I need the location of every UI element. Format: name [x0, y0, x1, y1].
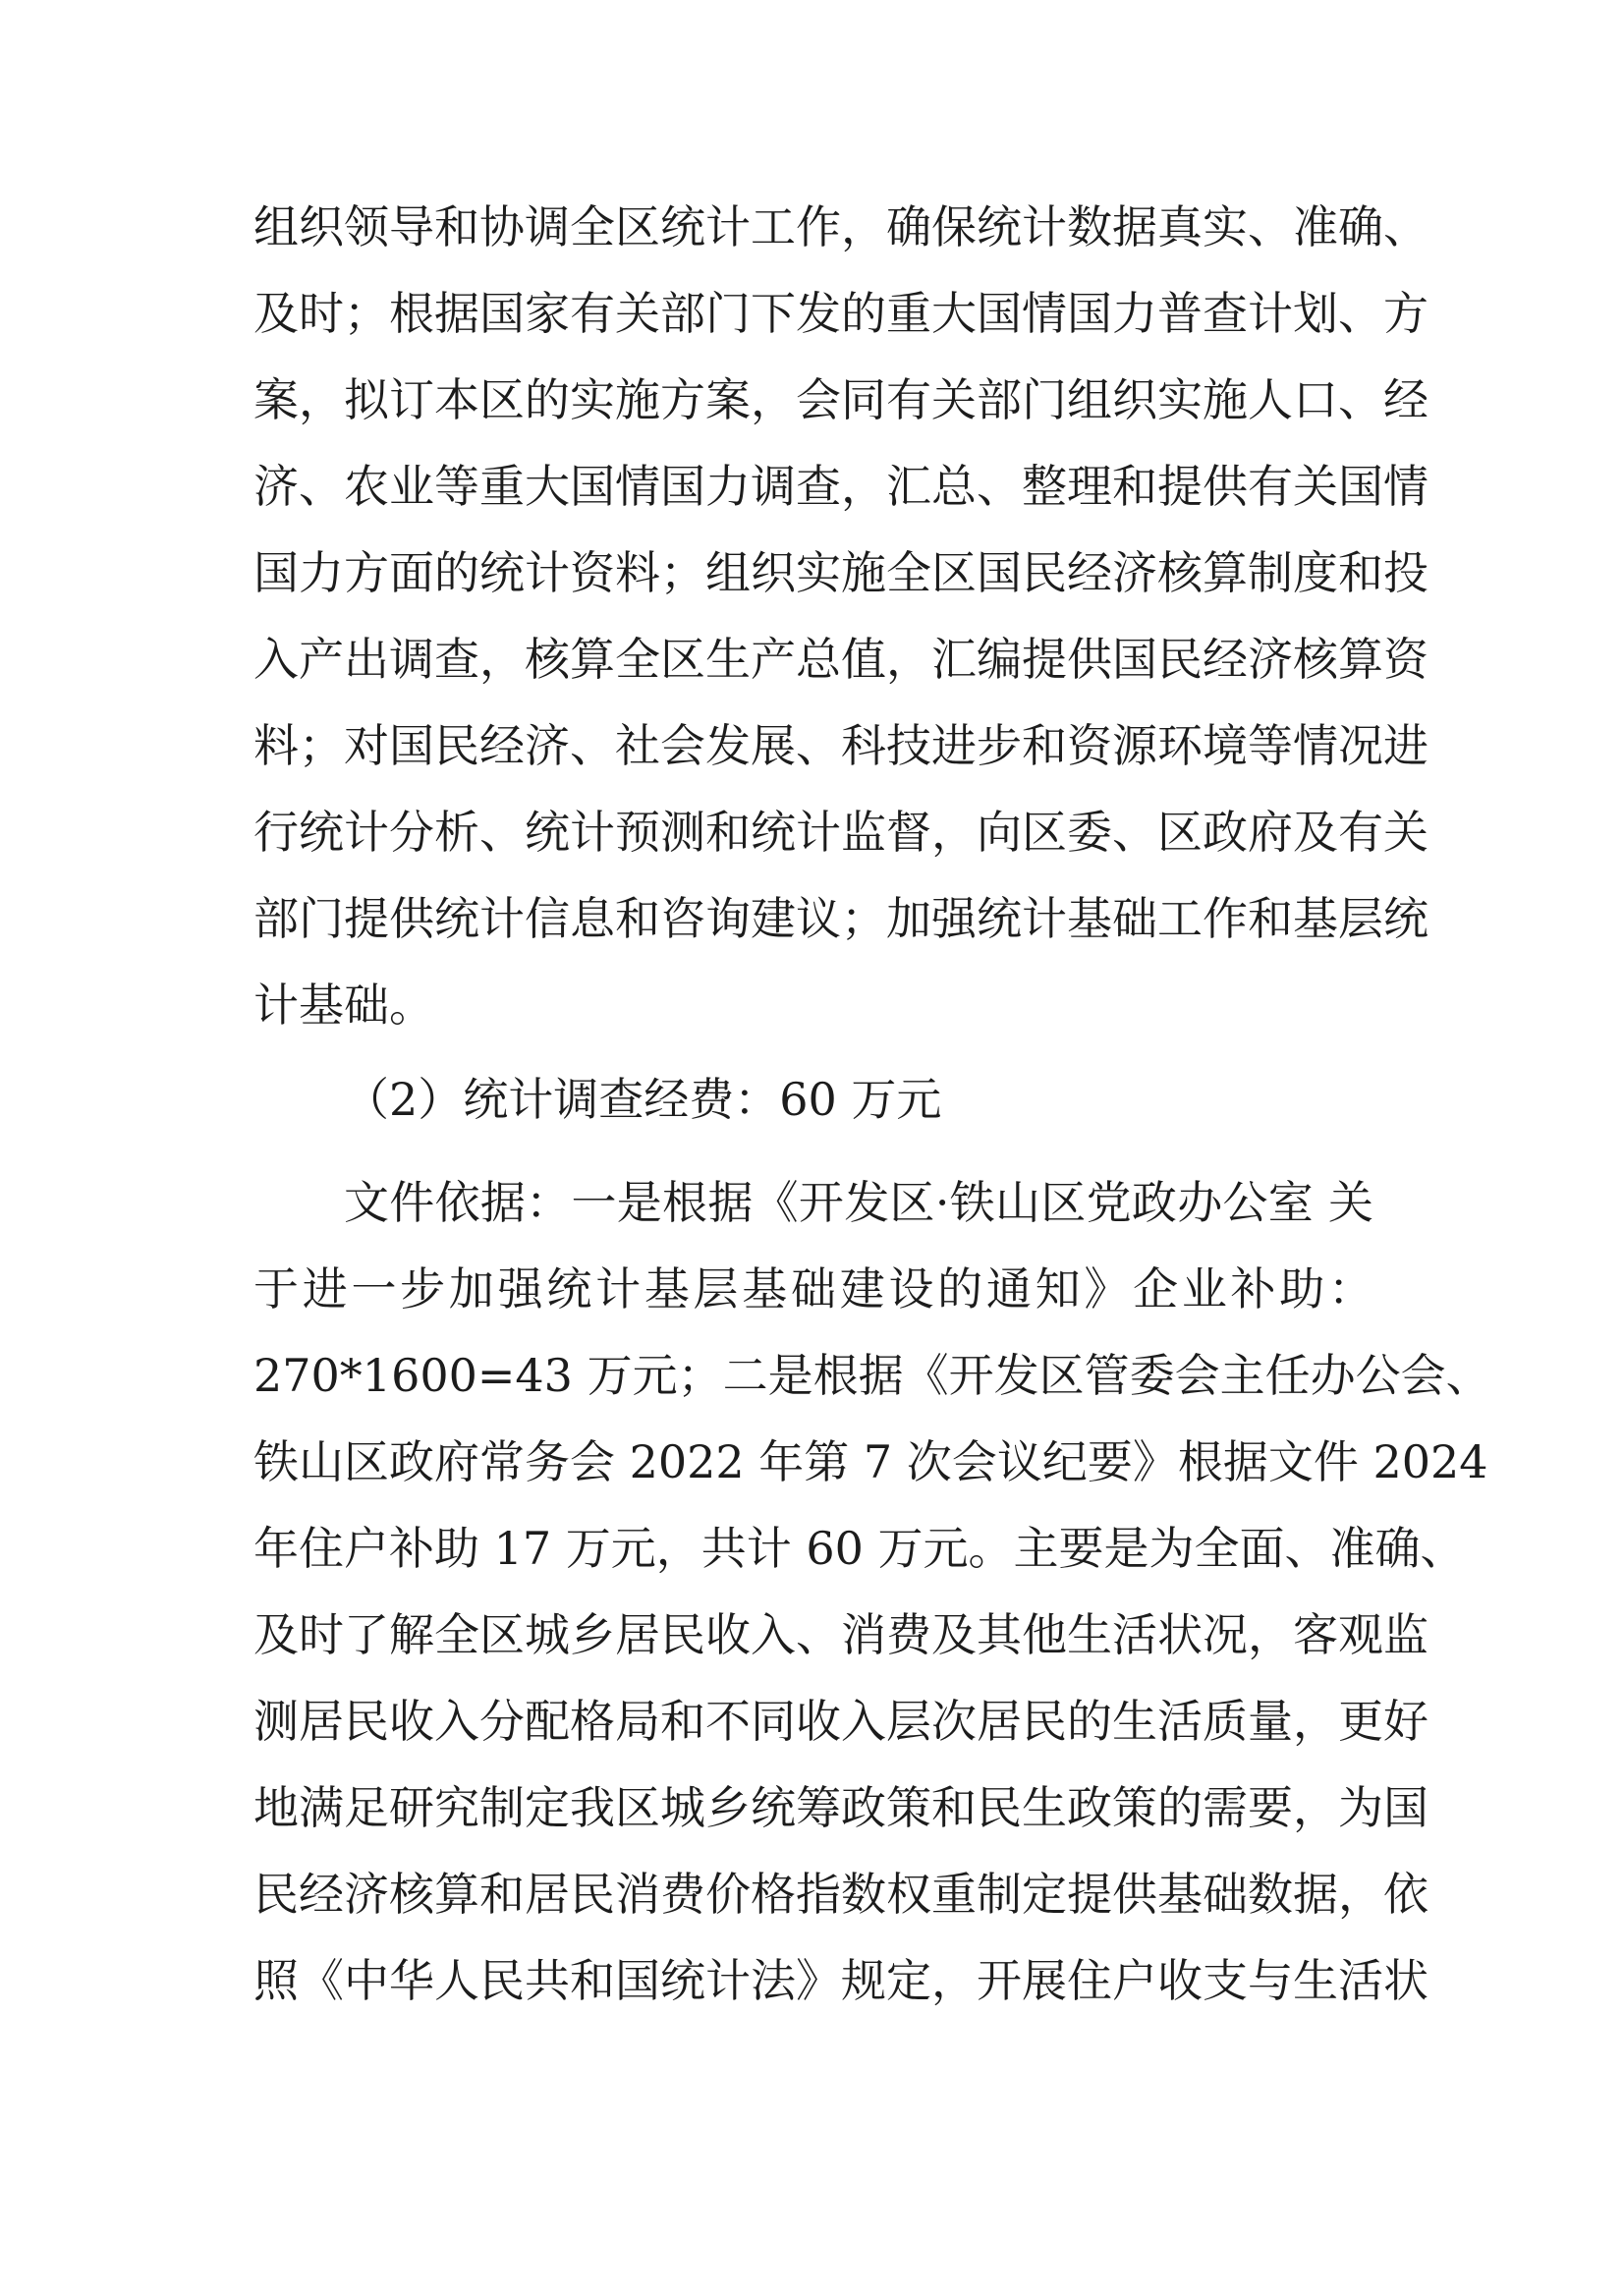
text-line: 文件依据：一是根据《开发区·铁山区党政办公室 关	[344, 1176, 1373, 1229]
text-line: 年住户补助 17 万元，共计 60 万元。主要是为全面、准确、	[253, 1522, 1466, 1575]
text-line: 照《中华人民共和国统计法》规定，开展住户收支与生活状	[253, 1954, 1428, 2007]
text-line: 及时；根据国家有关部门下发的重大国情国力普查计划、方	[253, 287, 1428, 340]
text-line: 地满足研究制定我区城乡统筹政策和民生政策的需要，为国	[253, 1781, 1428, 1834]
text-line: 入产出调查，核算全区生产总值，汇编提供国民经济核算资	[253, 633, 1428, 686]
text-line: 及时了解全区城乡居民收入、消费及其他生活状况，客观监	[253, 1608, 1428, 1661]
text-line: 270*1600=43 万元；二是根据《开发区管委会主任办公会、	[253, 1349, 1491, 1402]
text-line: 测居民收入分配格局和不同收入层次居民的生活质量，更好	[253, 1695, 1428, 1748]
text-line: 民经济核算和居民消费价格指数权重制定提供基础数据，依	[253, 1868, 1428, 1921]
text-line: 组织领导和协调全区统计工作，确保统计数据真实、准确、	[253, 200, 1428, 253]
text-line: 案，拟订本区的实施方案，会同有关部门组织实施人口、经	[253, 373, 1428, 426]
text-line: 部门提供统计信息和咨询建议；加强统计基础工作和基层统	[253, 892, 1428, 945]
text-line: 于进一步加强统计基层基础建设的通知》企业补助：	[253, 1262, 1373, 1315]
text-line: 铁山区政府常务会 2022 年第 7 次会议纪要》根据文件 2024	[253, 1435, 1488, 1488]
text-line: 济、农业等重大国情国力调查，汇总、整理和提供有关国情	[253, 460, 1428, 513]
text-line: 国力方面的统计资料；组织实施全区国民经济核算制度和投	[253, 546, 1428, 599]
section-heading-survey-funding: （2）统计调查经费：60 万元	[344, 1073, 942, 1126]
text-line: 行统计分析、统计预测和统计监督，向区委、区政府及有关	[253, 806, 1428, 859]
text-line: 计基础。	[253, 979, 434, 1032]
text-line: 料；对国民经济、社会发展、科技进步和资源环境等情况进	[253, 719, 1428, 772]
